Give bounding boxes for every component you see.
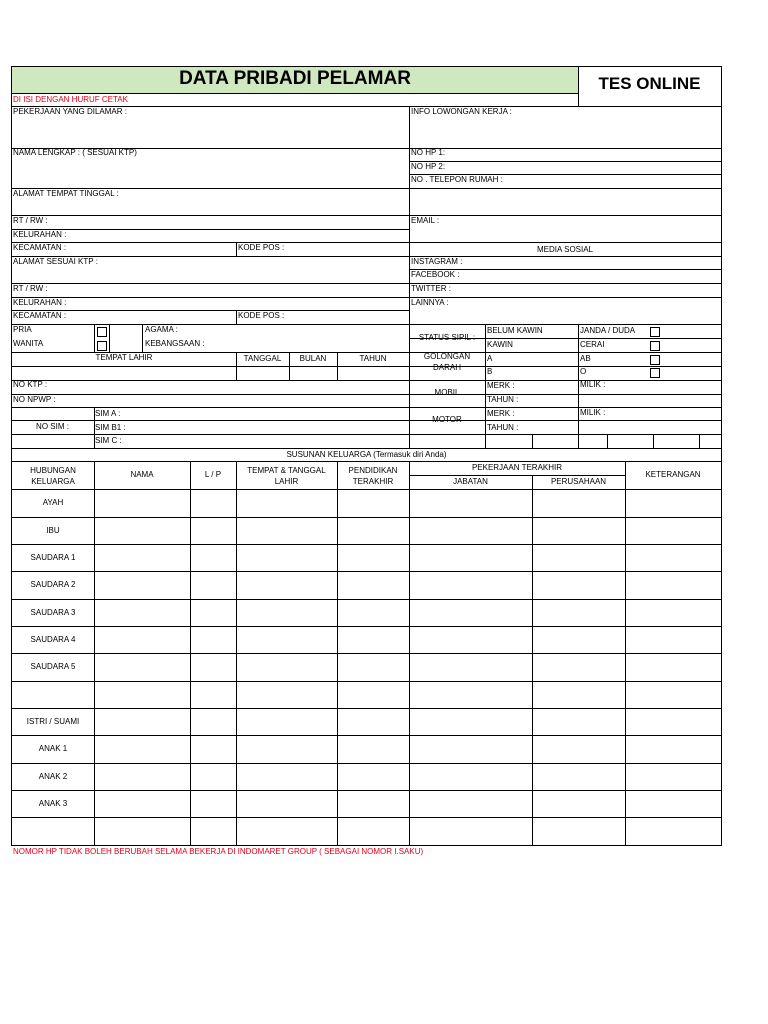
grid-line — [11, 790, 722, 791]
family-row-label: IBU — [46, 525, 60, 535]
blood-type-label-2: DARAH — [432, 363, 461, 372]
grid-line — [109, 324, 110, 353]
ktp-address-label: ALAMAT SESUAI KTP : — [13, 257, 98, 266]
married-label: KAWIN — [487, 340, 513, 349]
col-education-1: PENDIDIKAN — [348, 466, 398, 475]
ktp-number-label: NO KTP : — [13, 380, 48, 389]
grid-line — [11, 407, 410, 408]
tes-online-label: TES ONLINE — [598, 74, 701, 93]
phone-1-label: NO HP 1: — [411, 148, 446, 157]
car-year-label: TAHUN : — [487, 395, 519, 404]
male-label: PRIA — [13, 325, 32, 334]
grid-line — [409, 297, 722, 298]
col-position: JABATAN — [453, 477, 488, 486]
car-label: MOBIL — [434, 388, 460, 397]
grid-line — [11, 653, 722, 654]
grid-line — [236, 310, 237, 325]
grid-line — [625, 461, 626, 846]
female-label: WANITA — [13, 339, 44, 348]
divorced-checkbox[interactable] — [650, 341, 660, 351]
grid-line — [11, 242, 410, 243]
motorcycle-label: MOTOR — [432, 415, 462, 424]
other-social-label: LAINNYA : — [411, 298, 449, 307]
grid-line — [11, 380, 410, 381]
col-last-job: PEKERJAAN TERAKHIR — [471, 463, 563, 472]
kecamatan-label: KECAMATAN : — [13, 243, 67, 252]
sim-b1-label: SIM B1 : — [95, 423, 126, 432]
grid-line — [11, 420, 410, 421]
sim-number-label: NO SIM : — [36, 422, 69, 431]
grid-line — [409, 461, 410, 846]
grid-line — [532, 434, 533, 449]
ktp-rt-rw-label: RT / RW : — [13, 284, 48, 293]
family-row-label: ANAK 1 — [38, 744, 68, 753]
grid-line — [11, 297, 410, 298]
npwp-number-label: NO NPWP : — [13, 395, 56, 404]
grid-line — [653, 434, 654, 449]
grid-line — [409, 324, 722, 325]
grid-line — [236, 461, 237, 846]
ktp-postal-code-label: KODE POS : — [238, 311, 285, 320]
grid-line — [409, 188, 722, 189]
family-row-label: AYAH — [42, 498, 64, 507]
sim-a-label: SIM A : — [95, 409, 121, 418]
male-checkbox[interactable] — [97, 327, 107, 337]
family-row-label: SAUDARA 5 — [30, 662, 76, 671]
divorced-label: CERAI — [580, 340, 605, 349]
blood-ab-checkbox[interactable] — [650, 355, 660, 365]
postal-code-label: KODE POS : — [238, 243, 285, 252]
family-row-label: SAUDARA 4 — [30, 634, 76, 644]
sim-c-label: SIM C : — [95, 436, 122, 445]
grid-line — [409, 215, 722, 216]
grid-line — [409, 380, 722, 381]
blood-a-label: A — [487, 354, 493, 363]
grid-line — [11, 708, 722, 709]
col-notes: KETERANGAN — [645, 470, 701, 479]
grid-line — [409, 161, 722, 162]
twitter-label: TWITTER : — [411, 284, 451, 293]
grid-line — [11, 763, 722, 764]
job-applied-label: PEKERJAAN YANG DILAMAR : — [13, 107, 127, 116]
birth-year-label: TAHUN — [359, 354, 387, 363]
blood-o-checkbox[interactable] — [650, 368, 660, 378]
grid-line — [11, 93, 579, 94]
grid-line — [11, 517, 722, 518]
family-table-title: SUSUNAN KELUARGA (Termasuk diri Anda) — [286, 450, 447, 459]
facebook-label: FACEBOOK : — [411, 270, 460, 279]
col-education-2: TERAKHIR — [352, 477, 394, 486]
grid-line — [94, 324, 95, 353]
col-relationship-2: KELUARGA — [31, 477, 75, 486]
grid-line — [94, 461, 95, 846]
col-birth-1: TEMPAT & TANGGAL — [247, 466, 326, 475]
family-row-label: SAUDARA 2 — [30, 580, 76, 589]
col-company: PERUSAHAAN — [550, 477, 607, 486]
phone-note: NOMOR HP TIDAK BOLEH BERUBAH SELAMA BEKERJA DI INDOMARET GROUP ( SEBAGAI NOMOR I.SAKU) — [13, 847, 424, 856]
motorcycle-year-label: TAHUN : — [487, 423, 519, 432]
phone-2-label: NO HP 2: — [411, 162, 446, 171]
motorcycle-brand-label: MERK : — [487, 409, 515, 418]
religion-label: AGAMA : — [145, 325, 178, 334]
grid-line — [11, 324, 410, 325]
family-row-label: ANAK 2 — [38, 771, 68, 781]
grid-line — [409, 475, 626, 476]
print-instruction: DI ISI DENGAN HURUF CETAK — [13, 95, 128, 104]
home-phone-label: NO . TELEPON RUMAH : — [411, 175, 503, 184]
marital-status-label: STATUS SIPIL : — [418, 333, 476, 342]
family-row-label: SAUDARA 3 — [30, 607, 76, 617]
grid-line — [11, 310, 410, 311]
full-name-label: NAMA LENGKAP : ( SESUAI KTP) — [13, 148, 137, 157]
grid-line — [190, 461, 191, 846]
widowed-checkbox[interactable] — [650, 327, 660, 337]
social-media-heading: MEDIA SOSIAL — [536, 245, 594, 254]
motorcycle-owner-label: MILIK : — [580, 408, 606, 417]
page-title: DATA PRIBADI PELAMAR — [179, 68, 411, 89]
grid-line — [11, 735, 722, 736]
birth-day-label: TANGGAL — [243, 354, 282, 363]
job-info-label: INFO LOWONGAN KERJA : — [411, 107, 512, 116]
grid-line — [699, 434, 700, 449]
grid-line — [409, 434, 722, 435]
blood-type-label-1: GOLONGAN — [423, 352, 471, 361]
grid-line — [11, 599, 722, 600]
grid-line — [11, 434, 410, 435]
grid-line — [11, 681, 722, 682]
grid-line — [11, 571, 722, 572]
instagram-label: INSTAGRAM : — [411, 257, 463, 266]
col-name: NAMA — [130, 470, 154, 479]
grid-line — [11, 448, 410, 449]
grid-line — [409, 448, 722, 449]
col-relationship-1: HUBUNGAN — [30, 466, 76, 475]
family-row-label: ISTRI / SUAMI — [26, 716, 80, 726]
col-gender: L / P — [204, 470, 222, 479]
ktp-kelurahan-label: KELURAHAN : — [13, 298, 67, 307]
grid-line — [607, 434, 608, 449]
grid-line — [11, 366, 410, 367]
grid-line — [11, 489, 722, 490]
grid-line — [532, 475, 533, 846]
grid-line — [11, 229, 410, 230]
grid-line — [11, 461, 722, 462]
grid-line — [11, 544, 722, 545]
grid-line — [485, 324, 486, 449]
grid-line — [11, 283, 410, 284]
grid-line — [11, 626, 722, 627]
nationality-label: KEBANGSAAN : — [145, 339, 205, 348]
single-label: BELUM KAWIN — [487, 326, 543, 335]
grid-line — [409, 148, 722, 149]
home-address-label: ALAMAT TEMPAT TINGGAL : — [13, 189, 119, 198]
grid-line — [11, 817, 722, 818]
rt-rw-label: RT / RW : — [13, 216, 48, 225]
birthplace-label: TEMPAT LAHIR — [95, 353, 153, 362]
kelurahan-label: KELURAHAN : — [13, 230, 67, 239]
grid-line — [142, 324, 143, 353]
grid-line — [236, 242, 237, 257]
col-birth-2: LAHIR — [274, 477, 299, 486]
grid-line — [11, 215, 410, 216]
grid-line — [11, 845, 722, 846]
grid-line — [11, 394, 410, 395]
grid-line — [409, 407, 722, 408]
family-row-label: SAUDARA 1 — [30, 552, 76, 562]
blood-ab-label: AB — [580, 354, 591, 363]
widowed-label: JANDA / DUDA — [580, 326, 636, 335]
grid-line — [409, 242, 722, 243]
car-owner-label: MILIK : — [580, 380, 606, 389]
grid-line — [409, 283, 722, 284]
female-checkbox[interactable] — [97, 341, 107, 351]
grid-line — [578, 324, 579, 449]
family-row-label: ANAK 3 — [38, 798, 68, 808]
grid-line — [721, 66, 722, 846]
birth-month-label: BULAN — [299, 354, 327, 363]
ktp-kecamatan-label: KECAMATAN : — [13, 311, 67, 320]
grid-line — [337, 461, 338, 846]
car-brand-label: MERK : — [487, 381, 515, 390]
email-label: EMAIL : — [411, 216, 440, 225]
blood-o-label: O — [580, 367, 587, 376]
blood-b-label: B — [487, 367, 493, 376]
